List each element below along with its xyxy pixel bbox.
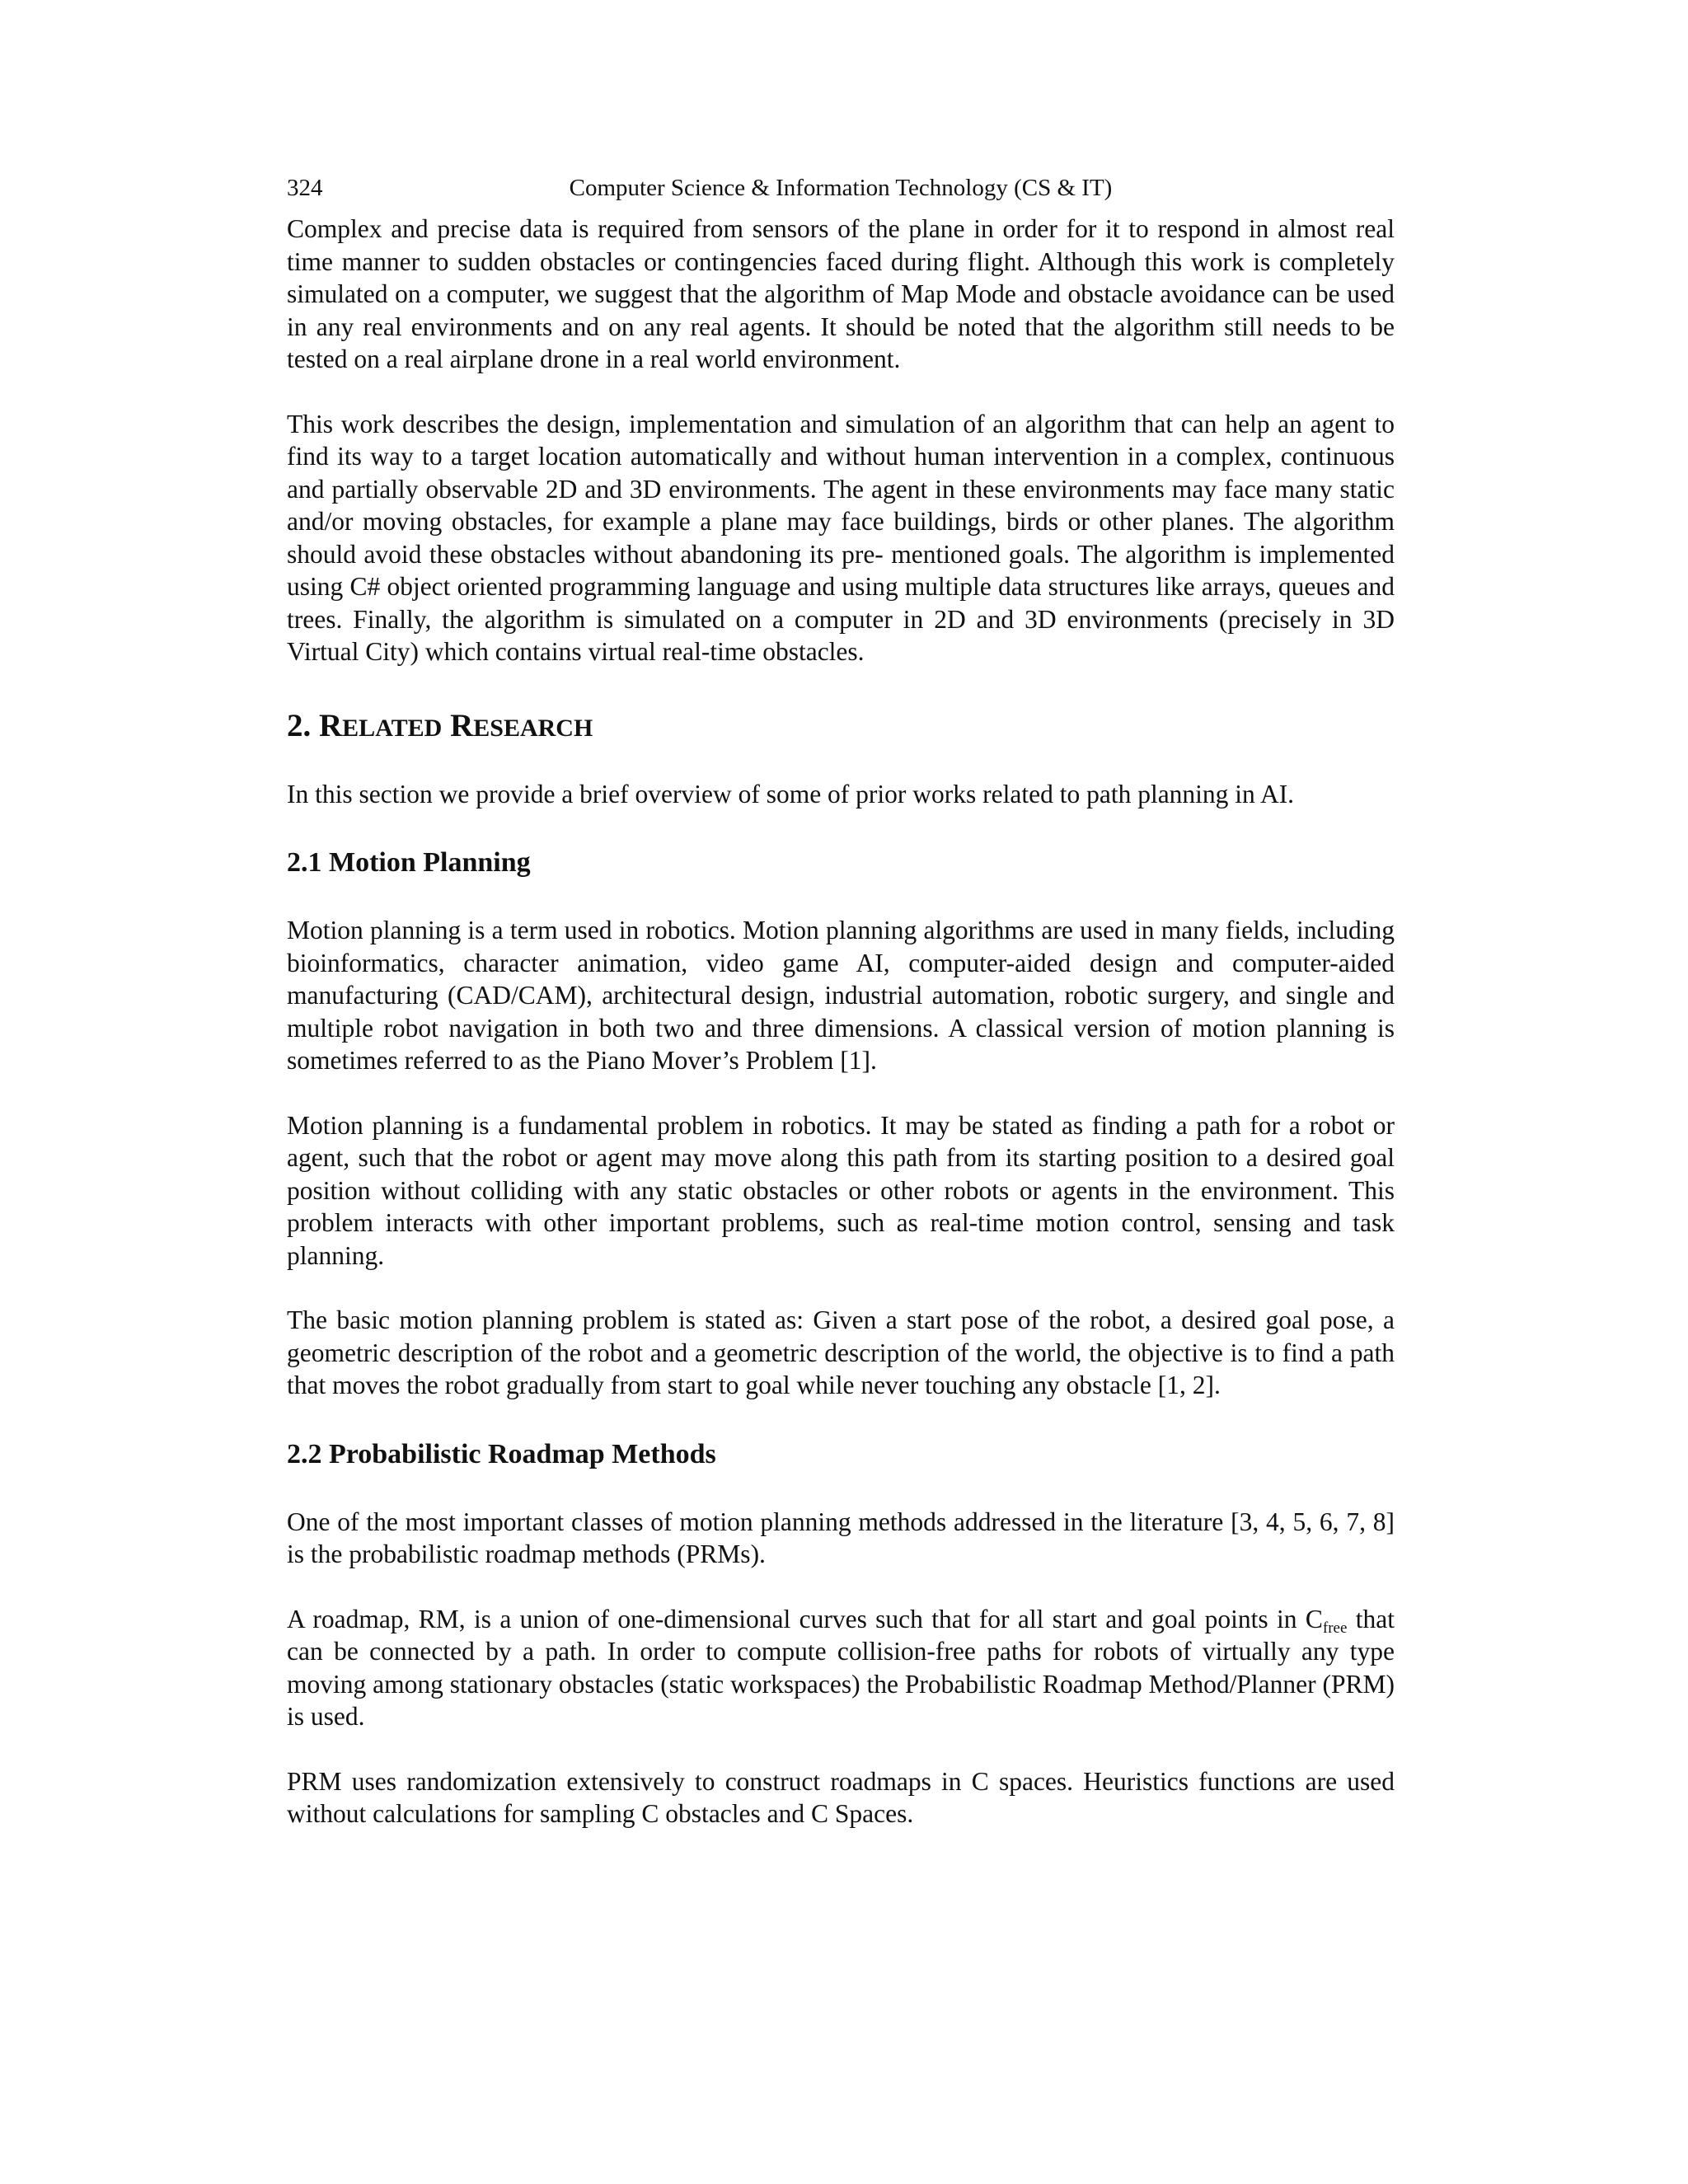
paragraph-prm-1: One of the most important classes of motion planning methods addressed in the literature [3, 4, 5, 6, 7, 8] is the probabilistic roadmap methods (PRMs).: [287, 1507, 1395, 1568]
paragraph-prm-3: PRM uses randomization extensively to construct roadmaps in C spaces. Heuristics functions are used without calculations for sampling C obstacles and C Spaces.: [287, 1766, 1395, 1828]
running-header: [287, 171, 1395, 204]
paragraph-intro-2: This work describes the design, implementation and simulation of an algorithm that can help an agent to find its way to a target location automatically and without human intervention in a complex, continuous and partially observable 2D and 3D environments. The agent in these environments may face many static and/or moving obstacles, for example a plane may face buildings, birds or other planes. The algorithm should avoid these obstacles without abandoning its pre- mentioned goals. The algorithm is implemented using C# object oriented programming language and using multiple data structures like arrays, queues and trees. Finally, the algorithm is simulated on a computer in 2D and 3D environments (precisely in 3D Virtual City) which contains virtual real-time obstacles.: [287, 409, 1395, 666]
page-number: 324: [287, 175, 323, 201]
paragraph-intro-1: Complex and precise data is required from sensors of the plane in order for it to respond in almost real time manner to sudden obstacles or contingencies faced during flight. Although this work is completely simulated on a computer, we suggest that the algorithm of Map Mode and obstacle avoidance can be used in any real environments and on any real agents. It should be noted that the algorithm still needs to be tested on a real airplane drone in a real world environment.: [287, 214, 1395, 373]
section-title-cap-2: R: [450, 707, 474, 743]
c-free-subscript: free: [1322, 1619, 1348, 1637]
paragraph-motion-3: The basic motion planning problem is stated as: Given a start pose of the robot, a desired goal pose, a geometric description of the robot and a geometric description of the world, the objective is to find a path that moves the robot gradually from start to goal while never touching any obstacle [1, 2].: [287, 1305, 1395, 1399]
paragraph-motion-1: Motion planning is a term used in robotics. Motion planning algorithms are used in many fields, including bioinformatics, character animation, video game AI, computer-aided design and computer-aided manufacturing (CAD/CAM), architectural design, industrial automation, robotic surgery, and single and multiple robot navigation in both two and three dimensions. A classical version of motion planning is sometimes referred to as the Piano Mover’s Problem [1].: [287, 916, 1395, 1075]
section-heading-related-research: [287, 706, 1395, 748]
paragraph-prm-2-part-b: that can be connected by a path. In order to compute collision-free paths for robots of virtually any type moving among stationary obstacles (static workspaces) the Probabilistic Roadmap Method/Planner (PRM) is used.: [287, 1604, 1395, 1731]
paragraph-prm-2: [287, 1603, 1395, 1733]
journal-title: Computer Science & Information Technology (CS & IT): [569, 175, 1113, 201]
body-content: [287, 213, 1395, 1830]
paragraph-motion-2: Motion planning is a fundamental problem in robotics. It may be stated as finding a path for a robot or agent, such that the robot or agent may move along this path from its starting position to a desired goal position without colliding with any static obstacles or other robots or agents in the environment. This problem interacts with other important problems, such as real-time motion control, sensing and task planning.: [287, 1110, 1395, 1270]
section-title-cap-1: R: [319, 707, 343, 743]
section-number: 2.: [287, 707, 312, 743]
subsection-heading-motion-planning: 2.1 Motion Planning: [287, 847, 531, 878]
paragraph-section2-intro: In this section we provide a brief overview of some of prior works related to path planning in AI.: [287, 779, 1295, 808]
subsection-heading-prm: 2.2 Probabilistic Roadmap Methods: [287, 1438, 716, 1469]
section-title-small-1: ELATED: [342, 714, 443, 742]
paragraph-prm-2-part-a: A roadmap, RM, is a union of one-dimensional curves such that for all start and goal points in C: [287, 1604, 1323, 1633]
section-title-small-2: ESEARCH: [473, 714, 593, 742]
